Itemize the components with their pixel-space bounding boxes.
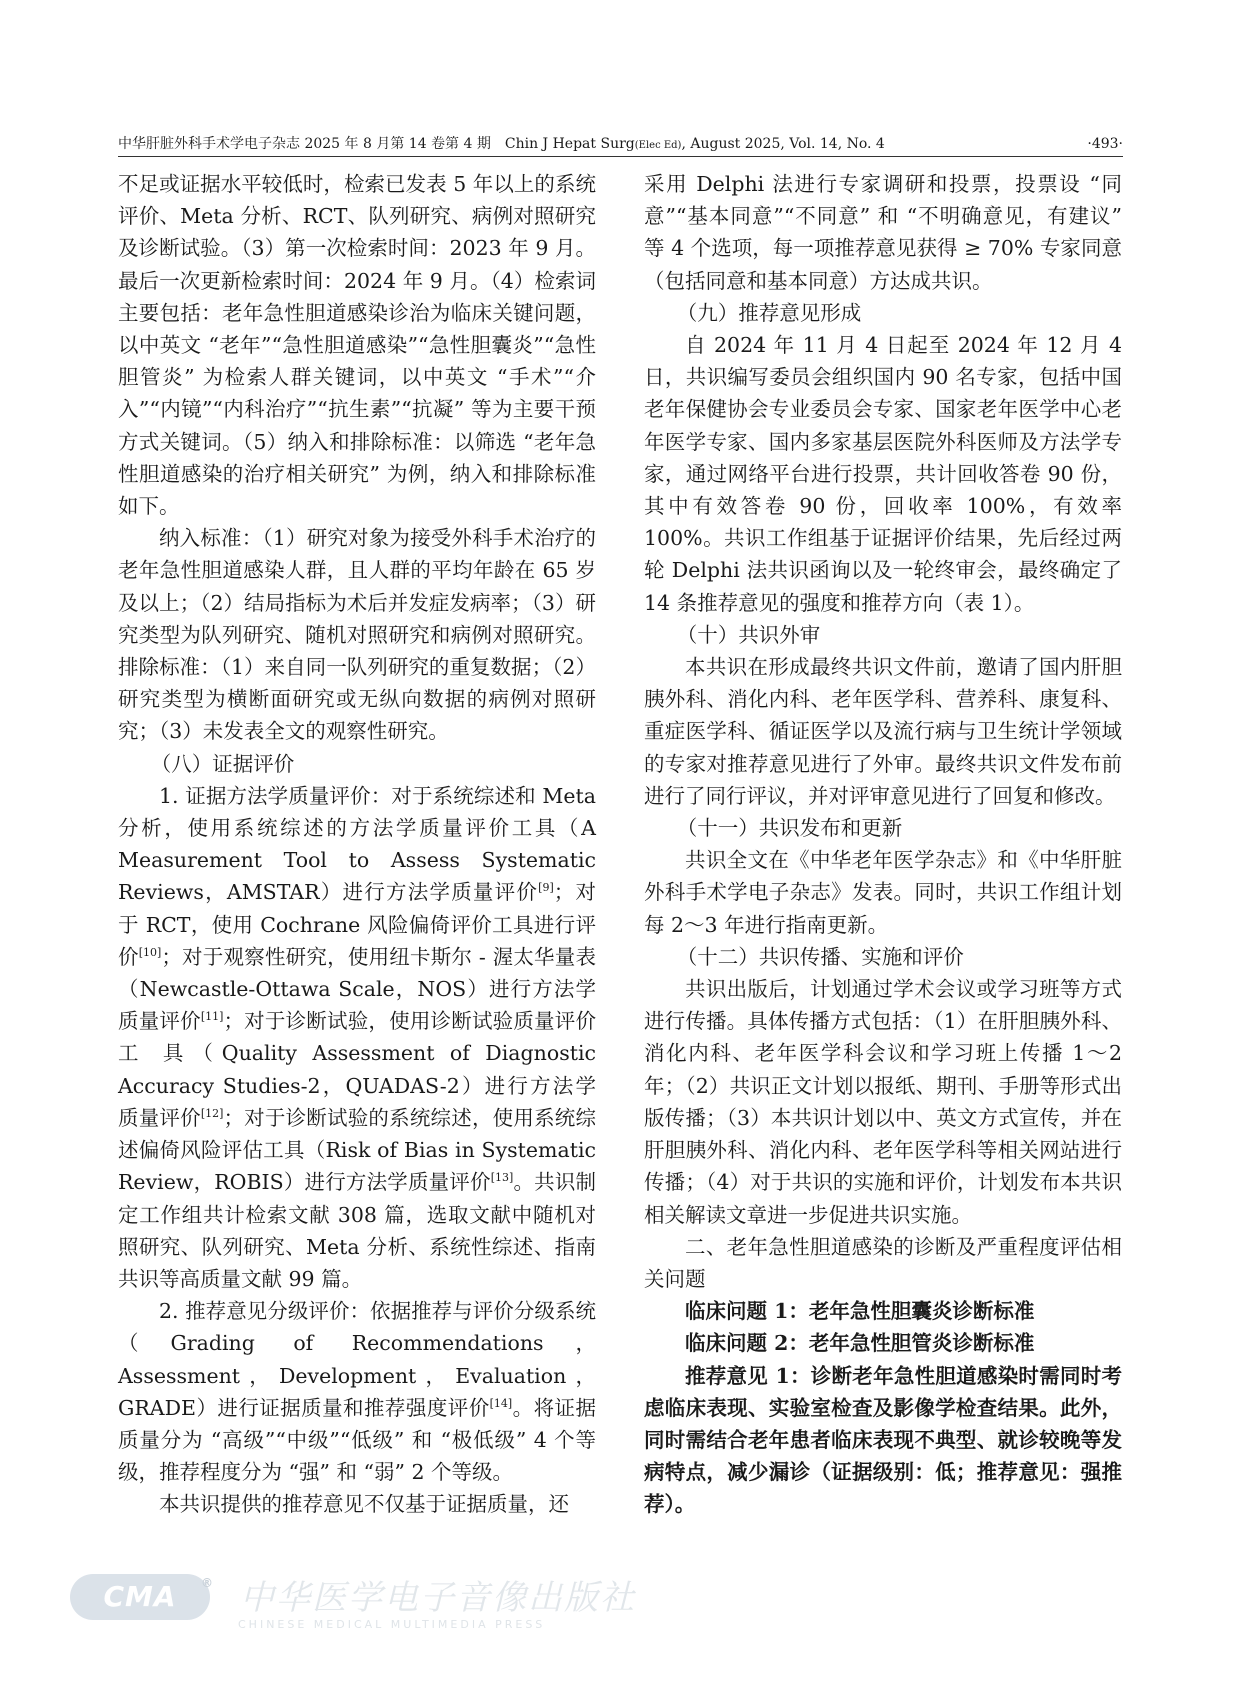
section-heading: （九）推荐意见形成	[676, 300, 862, 325]
running-header	[118, 134, 1123, 157]
paragraph: 2. 推荐意见分级评价：依据推荐与评价分级系统（Grading of Recommendations，Assessment，Development，Evaluation，GRADE）进行证据质量和推荐强度评价[14]。将证据质量分为 “高级”“中级”“低级” 和 “极低级” 4 个等级，推荐程度分为 “强” 和 “弱” 2 个等级。	[118, 1299, 597, 1485]
paragraph: 不足或证据水平较低时，检索已发表 5 年以上的系统评价、Meta 分析、RCT、队列研究、病例对照研究及诊断试验。（3）第一次检索时间：2023 年 9 月。最后一次更新检索时间：2024 年 9 月。（4）检索词主要包括：老年急性胆道感染诊治为临床关键问题，以中英文 “老年”“急性胆道感染”“急性胆囊炎”“急性胆管炎” 为检索人群关键词，以中英文 “手术”“介入”“内镜”“内科治疗”“抗生素”“抗凝” 等为主要干预方式关键词。（5）纳入和排除标准：以筛选 “老年急性胆道感染的治疗相关研究” 为例，纳入和排除标准如下。	[118, 172, 596, 519]
section-heading: （八）证据评价	[150, 751, 295, 776]
bold-paragraph: 临床问题 2：老年急性胆管炎诊断标准	[685, 1331, 1035, 1356]
citation-ref: [12]	[200, 1107, 224, 1121]
paragraph: 共识出版后，计划通过学术会议或学习班等方式进行传播。具体传播方式包括：（1）在肝胆胰外科、消化内科、老年医学科会议和学习班上传播 1～2 年；（2）共识正文计划以报纸、期刊、手册等形式出版传播；（3）本共识计划以中、英文方式宣传，并在肝胆胰外科、消化内科、老年医学科等相关网站进行传播；（4）对于共识的实施和评价，计划发布本共识相关解读文章进一步促进共识实施。	[644, 977, 1122, 1227]
section-heading: （十二）共识传播、实施和评价	[676, 944, 964, 969]
paragraph: 纳入标准：（1）研究对象为接受外科手术治疗的老年急性胆道感染人群，且人群的平均年龄在 65 岁及以上；（2）结局指标为术后并发症发病率；（3）研究类型为队列研究、随机对照研究和病例对照研究。排除标准：（1）来自同一队列研究的重复数据；（2）研究类型为横断面研究或无纵向数据的病例对照研究；（3）未发表全文的观察性研究。	[118, 526, 596, 744]
bold-paragraph: 推荐意见 1：诊断老年急性胆道感染时需同时考虑临床表现、实验室检查及影像学检查结果。此外，同时需结合老年患者临床表现不典型、就诊较晚等发病特点，减少漏诊（证据级别：低；推荐意见：强推荐）。	[644, 1363, 1122, 1517]
cma-logo-text: CMA	[103, 1580, 177, 1613]
journal-edition: (Elec Ed)	[634, 140, 682, 151]
paragraph: 采用 Delphi 法进行专家调研和投票，投票设 “同意”“基本同意”“不同意” 和 “不明确意见，有建议” 等 4 个选项，每一项推荐意见获得 ≥ 70% 专家同意（包括同意和基本同意）方达成共识。	[644, 172, 1122, 293]
publisher-footer	[70, 1568, 636, 1638]
cma-logo	[70, 1574, 214, 1620]
bold-paragraph: 临床问题 1：老年急性胆囊炎诊断标准	[685, 1299, 1035, 1324]
publisher-name-en: CHINESE MEDICAL MULTIMEDIA PRESS	[238, 1618, 546, 1631]
citation-ref: [14]	[489, 1396, 513, 1410]
section-heading: （十一）共识发布和更新	[676, 816, 903, 841]
paragraph: 二、老年急性胆道感染的诊断及严重程度评估相关问题	[644, 1234, 1122, 1291]
paragraph: 本共识提供的推荐意见不仅基于证据质量，还	[159, 1492, 569, 1517]
journal-citation	[118, 134, 885, 156]
page-number: ·493·	[1087, 136, 1123, 152]
registered-mark: ®	[201, 1576, 214, 1590]
citation-ref: [10]	[138, 946, 162, 960]
section-heading: （十）共识外审	[676, 622, 821, 647]
paragraph: 共识全文在《中华老年医学杂志》和《中华肝脏外科手术学电子杂志》发表。同时，共识工作组计划每 2～3 年进行指南更新。	[644, 848, 1122, 937]
right-column	[644, 168, 1122, 1521]
publisher-name-cn: 中华医学电子音像出版社	[240, 1578, 636, 1618]
journal-abbrev: Chin J Hepat Surg	[504, 136, 635, 152]
paragraph: 本共识在形成最终共识文件前，邀请了国内肝胆胰外科、消化内科、老年医学科、营养科、康复科、重症医学科、循证医学以及流行病与卫生统计学领域的专家对推荐意见进行了外审。最终共识文件发布前进行了同行评议，并对评审意见进行了回复和修改。	[644, 655, 1122, 808]
paragraph: 自 2024 年 11 月 4 日起至 2024 年 12 月 4 日，共识编写委员会组织国内 90 名专家，包括中国老年保健协会专业委员会专家、国家老年医学中心老年医学专家、国内多家基层医院外科医师及方法学专家，通过网络平台进行投票，共计回收答卷 90 份，其中有效答卷 90 份，回收率 100%，有效率 100%。共识工作组基于证据评价结果，先后经过两轮 Delphi 法共识函询以及一轮终审会，最终确定了 14 条推荐意见的强度和推荐方向（表 1）。	[644, 333, 1122, 615]
journal-issue: , August 2025, Vol. 14, No. 4	[681, 136, 885, 152]
journal-name-cn: 中华肝脏外科手术学电子杂志 2025 年 8 月第 14 卷第 4 期	[118, 136, 491, 152]
left-column	[118, 168, 596, 1521]
citation-ref: [9]	[538, 881, 554, 895]
paragraph: 1. 证据方法学质量评价：对于系统综述和 Meta 分析，使用系统综述的方法学质量评价工具（A Measurement Tool to Assess Systematic Reviews，AMSTAR）进行方法学质量评价[9]；对于 RCT，使用 Cochrane 风险偏倚评价工具进行评价[10]；对于观察性研究，使用纽卡斯尔 - 渥太华量表（Newcastle-Ottawa Scale，NOS）进行方法学质量评价[11]；对于诊断试验，使用诊断试验质量评价工 具（Quality Assessment of Diagnostic Accuracy Studies-2，QUADAS-2）进行方法学质量评价[12]；对于诊断试验的系统综述，使用系统综述偏倚风险评估工具（Risk of Bias in Systematic Review，ROBIS）进行方法学质量评价[13]。共识制定工作组共计检索文献 308 篇，选取文献中随机对照研究、队列研究、Meta 分析、系统性综述、指南共识等高质量文献 99 篇。	[118, 783, 597, 1291]
journal-name-en	[505, 136, 885, 152]
citation-ref: [11]	[200, 1010, 224, 1024]
citation-ref: [13]	[490, 1171, 514, 1185]
